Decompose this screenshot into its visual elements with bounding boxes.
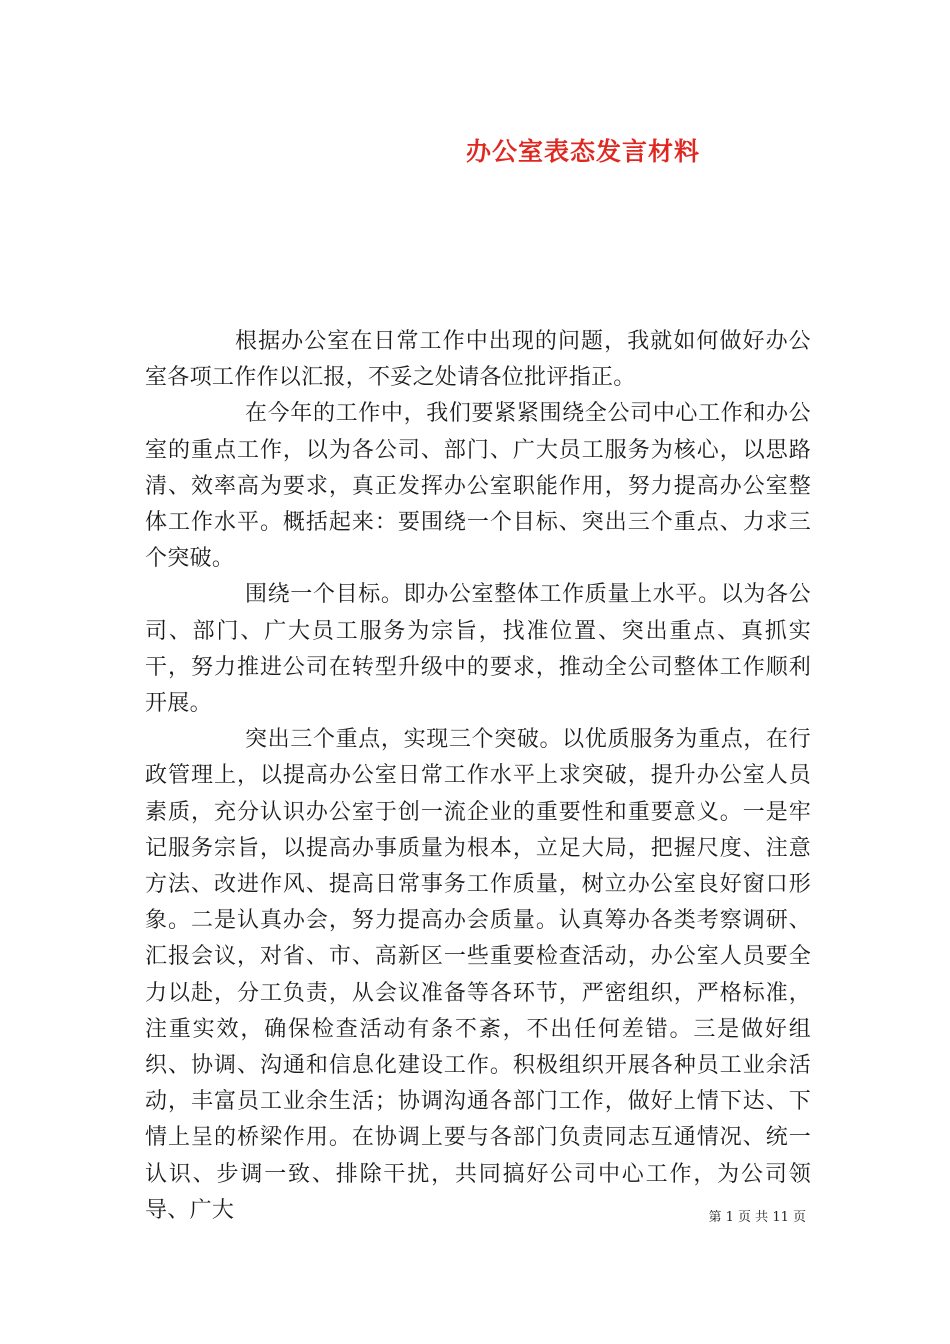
paragraph-three-focuses: 突出三个重点，实现三个突破。以优质服务为重点，在行政管理上，以提高办公室日常工作水平上求突破，提升办公室人员素质，充分认识办公室于创一流企业的重要性和重要意义。一是牢记服务宗旨，以提高办事质量为根本，立足大局，把握尺度、注意方法、改进作风、提高日常事务工作质量，树立办公室良好窗口形象。二是认真办会，努力提高办会质量。认真筹办各类考察调研、汇报会议，对省、市、高新区一些重要检查活动，办公室人员要全力以赴，分工负责，从会议准备等各环节，严密组织，严格标准，注重实效，确保检查活动有条不紊，不出任何差错。三是做好组织、协调、沟通和信息化建设工作。积极组织开展各种员工业余活动，丰富员工业余生活；协调沟通各部门工作，做好上情下达、下情上呈的桥梁作用。在协调上要与各部门负责同志互通情况、统一认识、步调一致、排除干扰，共同搞好公司中心工作，为公司领导、广大 [145, 727, 811, 1223]
paragraph-one-goal: 围绕一个目标。即办公室整体工作质量上水平。以为各公司、部门、广大员工服务为宗旨，找准位置、突出重点、真抓实干，努力推进公司在转型升级中的要求，推动全公司整体工作顺利开展。 [145, 582, 811, 717]
paragraph-overview: 在今年的工作中，我们要紧紧围绕全公司中心工作和办公室的重点工作，以为各公司、部门、广大员工服务为核心，以思路清、效率高为要求，真正发挥办公室职能作用，努力提高办公室整体工作水平。概括起来：要围绕一个目标、突出三个重点、力求三个突破。 [145, 401, 811, 572]
document-title: 办公室表态发言材料 [465, 137, 700, 166]
document-body [145, 324, 811, 1229]
paragraph-intro: 根据办公室在日常工作中出现的问题，我就如何做好办公室各项工作作以汇报，不妥之处请各位批评指正。 [145, 329, 811, 391]
page-number-footer: 第 1 页 共 11 页 [708, 1210, 806, 1225]
